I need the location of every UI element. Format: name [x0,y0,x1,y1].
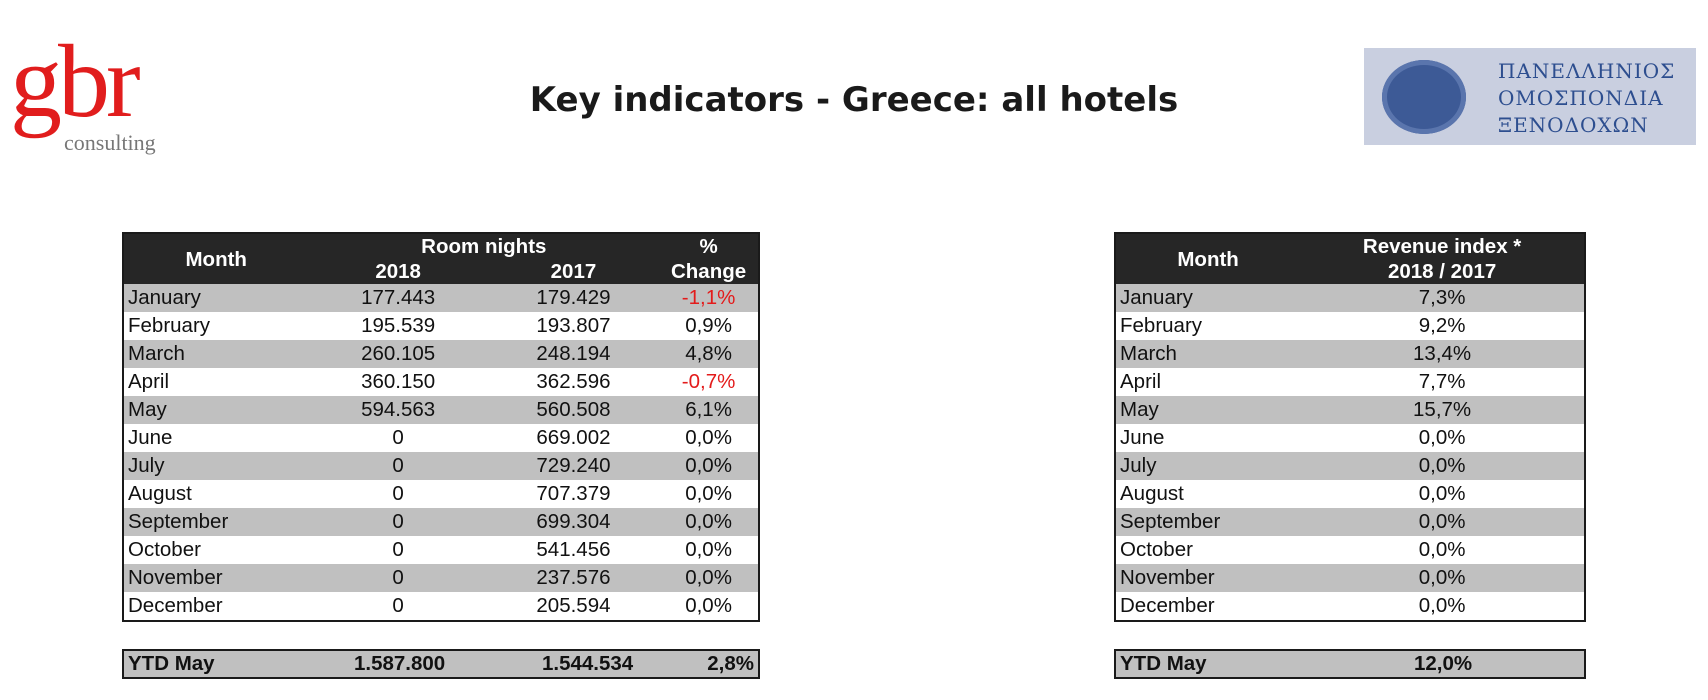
change-cell: 0,0% [659,508,759,536]
table-row [1115,452,1585,480]
ytd-2018: 1.587.800 [354,652,446,675]
page-title: Key indicators - Greece: all hotels [529,80,1179,120]
header-2017: 2017 [488,259,659,284]
header-month: Month [123,233,308,284]
value-2018-cell: 0 [308,480,487,508]
month-cell: July [1115,452,1300,480]
change-cell: 6,1% [659,396,759,424]
value-2018-cell: 360.150 [308,368,487,396]
value-2018-cell: 195.539 [308,312,487,340]
value-2017-cell: 248.194 [488,340,659,368]
month-cell: September [1115,508,1300,536]
value-2017-cell: 560.508 [488,396,659,424]
revenue-index-cell: 0,0% [1300,508,1585,536]
table-row [123,480,759,508]
ytd-change: 2,8% [707,652,754,675]
revenue-index-cell: 0,0% [1300,452,1585,480]
revenue-index-cell: 9,2% [1300,312,1585,340]
change-cell: -0,7% [659,368,759,396]
header-pct: % [659,233,759,259]
month-cell: April [123,368,308,396]
month-cell: December [1115,592,1300,621]
month-cell: March [1115,340,1300,368]
logo-sub-text: consulting [64,130,156,155]
month-cell: October [123,536,308,564]
header-2018: 2018 [308,259,487,284]
change-cell: 0,0% [659,452,759,480]
value-2017-cell: 362.596 [488,368,659,396]
federation-name-line1: ΠΑΝΕΛΛΗΝΙΟΣ [1498,59,1676,83]
month-cell: October [1115,536,1300,564]
value-2018-cell: 0 [308,508,487,536]
table-row [123,368,759,396]
month-cell: August [123,480,308,508]
table-row [123,284,759,312]
ytd-label: YTD May [1120,652,1207,675]
table-row [1115,592,1585,621]
value-2017-cell: 729.240 [488,452,659,480]
table-row [1115,368,1585,396]
table-row [1115,396,1585,424]
revenue-index-cell: 7,3% [1300,284,1585,312]
header-change: Change [659,259,759,284]
change-cell: 0,0% [659,480,759,508]
change-cell: 0,0% [659,592,759,621]
value-2018-cell: 0 [308,452,487,480]
table-row [123,508,759,536]
value-2018-cell: 0 [308,536,487,564]
table-row [123,564,759,592]
change-cell: 4,8% [659,340,759,368]
month-cell: December [123,592,308,621]
value-2017-cell: 699.304 [488,508,659,536]
table-row [123,424,759,452]
ytd-2017: 1.544.534 [542,652,634,675]
change-cell: 0,0% [659,536,759,564]
table-row [1115,284,1585,312]
month-cell: June [123,424,308,452]
change-cell: 0,0% [659,424,759,452]
revenue-index-cell: 0,0% [1300,564,1585,592]
month-cell: February [1115,312,1300,340]
table-row [123,396,759,424]
month-cell: May [1115,396,1300,424]
ytd-label: YTD May [128,652,215,675]
value-2018-cell: 260.105 [308,340,487,368]
revenue-index-cell: 7,7% [1300,368,1585,396]
hellenic-hoteliers-federation-logo [1364,48,1696,145]
month-cell: August [1115,480,1300,508]
month-cell: November [123,564,308,592]
value-2018-cell: 0 [308,592,487,621]
ytd-revenue-value: 12,0% [1414,652,1473,675]
value-2017-cell: 179.429 [488,284,659,312]
month-cell: March [123,340,308,368]
revenue-index-body [1115,284,1585,621]
change-cell: 0,9% [659,312,759,340]
value-2017-cell: 669.002 [488,424,659,452]
value-2017-cell: 541.456 [488,536,659,564]
month-cell: November [1115,564,1300,592]
table-row [123,312,759,340]
table-row [1115,480,1585,508]
header-room-nights: Room nights [308,233,659,259]
table-row [1115,340,1585,368]
value-2017-cell: 237.576 [488,564,659,592]
month-cell: February [123,312,308,340]
value-2018-cell: 0 [308,424,487,452]
logo-brand-text: gbr [10,24,137,139]
header-years: 2018 / 2017 [1300,259,1585,284]
table-row [1115,424,1585,452]
value-2018-cell: 0 [308,564,487,592]
month-cell: September [123,508,308,536]
revenue-index-table [1114,232,1586,622]
revenue-index-cell: 0,0% [1300,592,1585,621]
revenue-index-cell: 13,4% [1300,340,1585,368]
table-row [1115,312,1585,340]
table-row [123,452,759,480]
ytd-room-nights-row [122,649,760,679]
header-month: Month [1115,233,1300,284]
room-nights-table [122,232,760,622]
revenue-index-cell: 15,7% [1300,396,1585,424]
table-row [123,536,759,564]
month-cell: May [123,396,308,424]
month-cell: April [1115,368,1300,396]
revenue-index-cell: 0,0% [1300,480,1585,508]
revenue-index-cell: 0,0% [1300,536,1585,564]
header-revenue-index: Revenue index * [1300,233,1585,259]
ytd-revenue-row [1114,649,1586,679]
table-row [1115,508,1585,536]
federation-name [1498,58,1675,139]
table-row [123,592,759,621]
month-cell: January [123,284,308,312]
federation-name-line2: ΟΜΟΣΠΟΝΔΙΑ [1498,86,1664,110]
federation-name-line3: ΞΕΝΟΔΟΧΩΝ [1498,113,1649,137]
table-row [1115,536,1585,564]
value-2017-cell: 193.807 [488,312,659,340]
value-2017-cell: 205.594 [488,592,659,621]
change-cell: -1,1% [659,284,759,312]
table-row [1115,564,1585,592]
month-cell: July [123,452,308,480]
month-cell: June [1115,424,1300,452]
medal-emblem-icon [1382,60,1466,134]
value-2018-cell: 177.443 [308,284,487,312]
table-row [123,340,759,368]
room-nights-body [123,284,759,621]
value-2018-cell: 594.563 [308,396,487,424]
month-cell: January [1115,284,1300,312]
revenue-index-cell: 0,0% [1300,424,1585,452]
value-2017-cell: 707.379 [488,480,659,508]
change-cell: 0,0% [659,564,759,592]
